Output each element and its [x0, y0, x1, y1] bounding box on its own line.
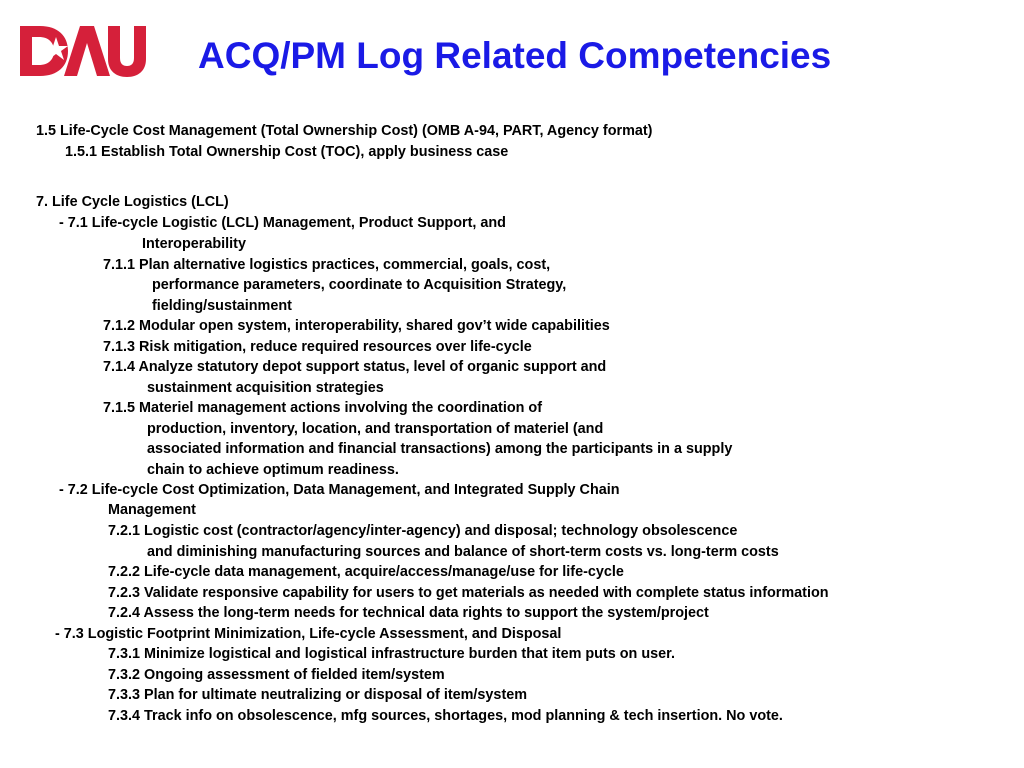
section-7-2: - 7.2 Life-cycle Cost Optimization, Data Management, and Integrated Supply Chain [59, 482, 620, 498]
item-7-2-4: 7.2.4 Assess the long-term needs for technical data rights to support the system/project [108, 605, 709, 621]
item-7-1-5-cont-b: associated information and financial transactions) among the participants in a supply [147, 441, 733, 457]
item-7-1-4-cont: sustainment acquisition strategies [147, 380, 384, 396]
item-7-1-5-cont-a: production, inventory, location, and transportation of materiel (and [147, 421, 604, 437]
item-7-1-5: 7.1.5 Materiel management actions involving the coordination of [103, 400, 542, 416]
page-title: ACQ/PM Log Related Competencies [198, 35, 832, 76]
item-7-1-3: 7.1.3 Risk mitigation, reduce required resources over life-cycle [103, 339, 532, 355]
section-1-5: 1.5 Life-Cycle Cost Management (Total Ownership Cost) (OMB A-94, PART, Agency format) [36, 123, 653, 139]
item-7-3-4: 7.3.4 Track info on obsolescence, mfg sources, shortages, mod planning & tech insertion. No vote. [108, 708, 783, 724]
item-7-1-1-cont-b: fielding/sustainment [152, 298, 292, 314]
item-7-1-1: 7.1.1 Plan alternative logistics practices, commercial, goals, cost, [103, 257, 551, 273]
item-7-1-1-cont-a: performance parameters, coordinate to Acquisition Strategy, [152, 277, 567, 293]
section-7-1-cont: Interoperability [142, 236, 246, 252]
item-7-1-4: 7.1.4 Analyze statutory depot support status, level of organic support and [103, 359, 607, 375]
item-7-1-5-cont-c: chain to achieve optimum readiness. [147, 462, 399, 478]
section-7: 7. Life Cycle Logistics (LCL) [36, 194, 229, 210]
item-7-3-3: 7.3.3 Plan for ultimate neutralizing or disposal of item/system [108, 687, 528, 703]
item-7-2-1: 7.2.1 Logistic cost (contractor/agency/inter-agency) and disposal; technology obsolescence [108, 523, 738, 539]
section-7-3: - 7.3 Logistic Footprint Minimization, Life-cycle Assessment, and Disposal [55, 626, 562, 642]
dau-logo [18, 24, 146, 78]
item-7-3-2: 7.3.2 Ongoing assessment of fielded item/system [108, 667, 445, 683]
section-7-2-cont: Management [108, 502, 196, 518]
logo-text: DAU [18, 24, 21, 25]
section-7-1: - 7.1 Life-cycle Logistic (LCL) Management, Product Support, and [59, 215, 506, 231]
item-7-2-2: 7.2.2 Life-cycle data management, acquire/access/manage/use for life-cycle [108, 564, 624, 580]
item-7-3-1: 7.3.1 Minimize logistical and logistical infrastructure burden that item puts on user. [108, 646, 675, 662]
item-1-5-1: 1.5.1 Establish Total Ownership Cost (TOC), apply business case [65, 144, 509, 160]
item-7-2-1-cont: and diminishing manufacturing sources and balance of short-term costs vs. long-term costs [147, 544, 779, 560]
item-7-2-3: 7.2.3 Validate responsive capability for users to get materials as needed with complete status information [108, 585, 829, 601]
item-7-1-2: 7.1.2 Modular open system, interoperability, shared gov’t wide capabilities [103, 318, 610, 334]
